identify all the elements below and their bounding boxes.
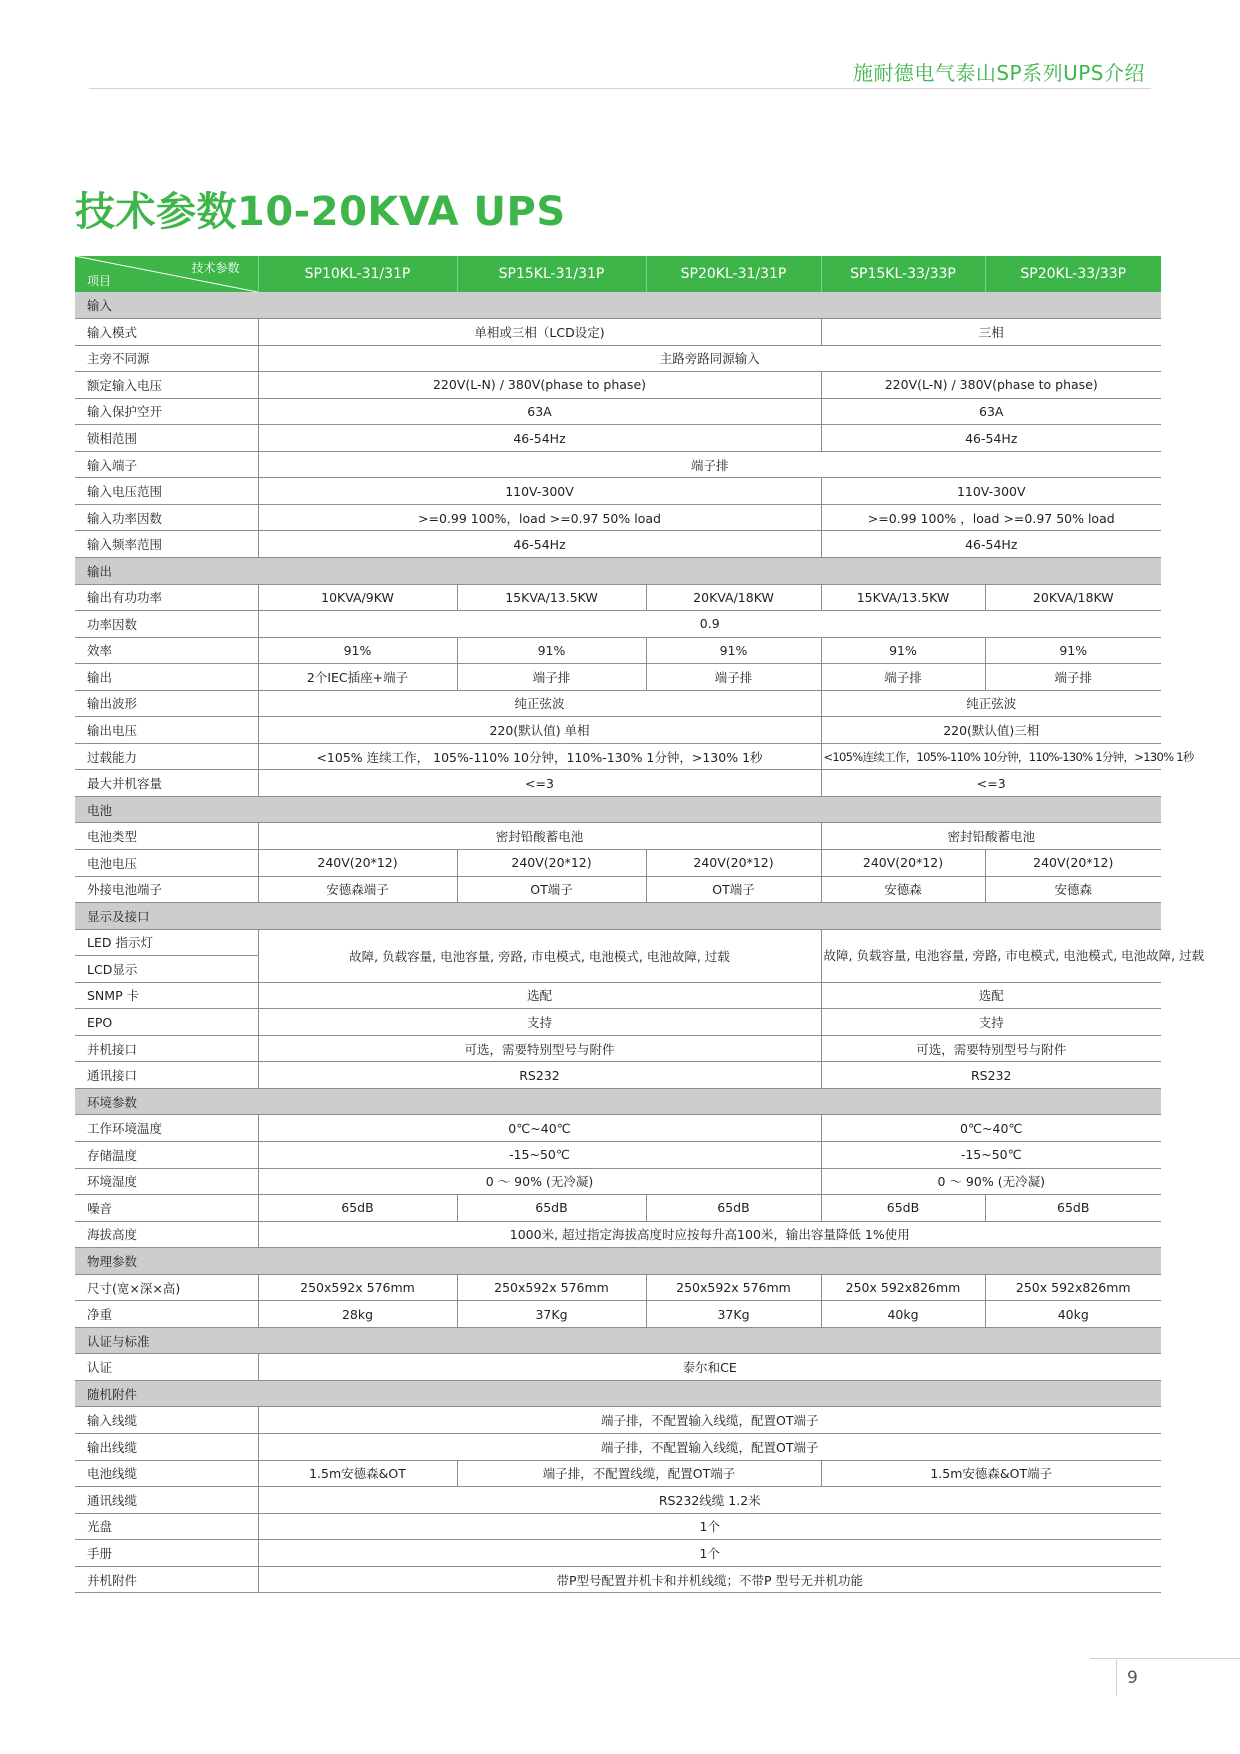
header-title: 施耐德电气泰山SP系列UPS介绍 bbox=[852, 61, 1145, 85]
cell-value: 密封铅酸蓄电池 bbox=[821, 823, 1161, 850]
table-row bbox=[75, 929, 1161, 956]
table-row bbox=[75, 531, 1161, 558]
cell-value: 支持 bbox=[821, 1009, 1161, 1036]
table-row bbox=[75, 398, 1161, 425]
cell-value: 40kg bbox=[821, 1301, 985, 1328]
cell-value: -15~50℃ bbox=[821, 1142, 1161, 1169]
row-label: 电池类型 bbox=[75, 823, 258, 850]
table-row bbox=[75, 664, 1161, 691]
cell-value: 选配 bbox=[258, 982, 821, 1009]
table-row bbox=[75, 1221, 1161, 1248]
row-label: 输入电压范围 bbox=[75, 478, 258, 505]
table-row bbox=[75, 743, 1161, 770]
cell-value: 240V(20*12) bbox=[457, 849, 646, 876]
table-row bbox=[75, 1540, 1161, 1567]
section-accessories: 随机附件 bbox=[75, 1380, 1161, 1407]
row-label: 认证 bbox=[75, 1354, 258, 1381]
footer-divider bbox=[1090, 1658, 1240, 1659]
section-row bbox=[75, 796, 1161, 823]
table-row bbox=[75, 1566, 1161, 1593]
row-label: 存储温度 bbox=[75, 1142, 258, 1169]
cell-value: 支持 bbox=[258, 1009, 821, 1036]
section-input: 输入 bbox=[75, 292, 1161, 319]
row-label: 并机附件 bbox=[75, 1566, 258, 1593]
row-label: 工作环境温度 bbox=[75, 1115, 258, 1142]
row-label: 输出有功功率 bbox=[75, 584, 258, 611]
table-row bbox=[75, 849, 1161, 876]
table-row bbox=[75, 1115, 1161, 1142]
section-row bbox=[75, 557, 1161, 584]
row-label: 输出电压 bbox=[75, 717, 258, 744]
cell-value: <=3 bbox=[821, 770, 1161, 797]
row-label: 通讯接口 bbox=[75, 1062, 258, 1089]
table-row bbox=[75, 1168, 1161, 1195]
cell-value: 三相 bbox=[821, 319, 1161, 346]
cell-value: 端子排 bbox=[646, 664, 821, 691]
cell-value: 端子排，不配置线缆，配置OT端子 bbox=[457, 1460, 821, 1487]
cell-value: 46-54Hz bbox=[821, 531, 1161, 558]
row-label: 输入线缆 bbox=[75, 1407, 258, 1434]
table-row bbox=[75, 1487, 1161, 1514]
row-label: 输入保护空开 bbox=[75, 398, 258, 425]
cell-value: 240V(20*12) bbox=[985, 849, 1161, 876]
table-row bbox=[75, 1354, 1161, 1381]
cell-value: <105%连续工作，105%-110% 10分钟，110%-130% 1分钟，>130% 1秒 bbox=[821, 743, 1161, 770]
table-row bbox=[75, 770, 1161, 797]
section-row bbox=[75, 292, 1161, 319]
cell-value: 91% bbox=[258, 637, 457, 664]
table-row bbox=[75, 451, 1161, 478]
cell-value: 65dB bbox=[258, 1195, 457, 1222]
row-label: 海拔高度 bbox=[75, 1221, 258, 1248]
cell-value: RS232 bbox=[258, 1062, 821, 1089]
cell-value: 安德森 bbox=[821, 876, 985, 903]
row-label: 手册 bbox=[75, 1540, 258, 1567]
table-row bbox=[75, 584, 1161, 611]
cell-value: 63A bbox=[258, 398, 821, 425]
cell-value: 端子排 bbox=[821, 664, 985, 691]
cell-value: 纯正弦波 bbox=[258, 690, 821, 717]
cell-value: 端子排 bbox=[985, 664, 1161, 691]
row-label: 锁相范围 bbox=[75, 425, 258, 452]
cell-value: 65dB bbox=[646, 1195, 821, 1222]
section-row bbox=[75, 1088, 1161, 1115]
cell-value: 1.5m安德森&OT bbox=[258, 1460, 457, 1487]
table-row bbox=[75, 1062, 1161, 1089]
table-row bbox=[75, 982, 1161, 1009]
row-label: SNMP 卡 bbox=[75, 982, 258, 1009]
table-row bbox=[75, 637, 1161, 664]
cell-value: 1.5m安德森&OT端子 bbox=[821, 1460, 1161, 1487]
section-row bbox=[75, 1327, 1161, 1354]
cell-value: 220(默认值)三相 bbox=[821, 717, 1161, 744]
row-label: EPO bbox=[75, 1009, 258, 1036]
model-header: SP15KL-33/33P bbox=[821, 256, 985, 292]
row-label: 输入模式 bbox=[75, 319, 258, 346]
table-row bbox=[75, 1513, 1161, 1540]
cell-value: 46-54Hz bbox=[258, 531, 821, 558]
cell-value: 37Kg bbox=[457, 1301, 646, 1328]
section-row bbox=[75, 1248, 1161, 1275]
section-row bbox=[75, 903, 1161, 930]
cell-value: 91% bbox=[985, 637, 1161, 664]
cell-value: 65dB bbox=[457, 1195, 646, 1222]
cell-value: RS232 bbox=[821, 1062, 1161, 1089]
corner-label-bottom: 项目 bbox=[87, 274, 112, 288]
corner-cell bbox=[75, 256, 258, 292]
cell-value: 240V(20*12) bbox=[821, 849, 985, 876]
cell-value: 可选，需要特别型号与附件 bbox=[258, 1035, 821, 1062]
row-label: 额定输入电压 bbox=[75, 372, 258, 399]
cell-value: 安德森 bbox=[985, 876, 1161, 903]
cell-value: 端子排 bbox=[457, 664, 646, 691]
cell-value: RS232线缆 1.2米 bbox=[258, 1487, 1161, 1514]
section-battery: 电池 bbox=[75, 796, 1161, 823]
cell-value: 65dB bbox=[821, 1195, 985, 1222]
row-label: 输入端子 bbox=[75, 451, 258, 478]
cell-value: OT端子 bbox=[646, 876, 821, 903]
table-row bbox=[75, 345, 1161, 372]
cell-value: 主路旁路同源输入 bbox=[258, 345, 1161, 372]
row-label: 电池电压 bbox=[75, 849, 258, 876]
cell-value: 91% bbox=[646, 637, 821, 664]
cell-value: 可选，需要特别型号与附件 bbox=[821, 1035, 1161, 1062]
cell-value: 1个 bbox=[258, 1540, 1161, 1567]
row-label: 输出线缆 bbox=[75, 1434, 258, 1461]
cell-value: 220(默认值) 单相 bbox=[258, 717, 821, 744]
cell-value: 46-54Hz bbox=[821, 425, 1161, 452]
footer-separator bbox=[1116, 1660, 1117, 1696]
header-divider bbox=[89, 88, 1151, 89]
cell-value: 46-54Hz bbox=[258, 425, 821, 452]
model-header: SP10KL-31/31P bbox=[258, 256, 457, 292]
section-certification: 认证与标准 bbox=[75, 1327, 1161, 1354]
table-row bbox=[75, 504, 1161, 531]
table-row bbox=[75, 372, 1161, 399]
section-environment: 环境参数 bbox=[75, 1088, 1161, 1115]
model-header: SP20KL-31/31P bbox=[646, 256, 821, 292]
cell-value: -15~50℃ bbox=[258, 1142, 821, 1169]
cell-value: 带P型号配置并机卡和并机线缆；不带P 型号无并机功能 bbox=[258, 1566, 1161, 1593]
row-label: 输出 bbox=[75, 664, 258, 691]
cell-value: 250x592x 576mm bbox=[457, 1274, 646, 1301]
row-label: 最大并机容量 bbox=[75, 770, 258, 797]
cell-value: 端子排 bbox=[258, 451, 1161, 478]
cell-value: 110V-300V bbox=[821, 478, 1161, 505]
row-label: 光盘 bbox=[75, 1513, 258, 1540]
cell-value: 63A bbox=[821, 398, 1161, 425]
cell-value: 2个IEC插座+端子 bbox=[258, 664, 457, 691]
cell-value: >=0.99 100% ，load >=0.97 50% load bbox=[821, 504, 1161, 531]
table-header-row bbox=[75, 256, 1161, 292]
cell-value: 220V(L-N) / 380V(phase to phase) bbox=[258, 372, 821, 399]
cell-value: 40kg bbox=[985, 1301, 1161, 1328]
cell-value: <=3 bbox=[258, 770, 821, 797]
cell-value: 0℃~40℃ bbox=[258, 1115, 821, 1142]
cell-value: >=0.99 100%，load >=0.97 50% load bbox=[258, 504, 821, 531]
cell-value: 端子排，不配置输入线缆，配置OT端子 bbox=[258, 1407, 1161, 1434]
row-label: 输入功率因数 bbox=[75, 504, 258, 531]
cell-value: 15KVA/13.5KW bbox=[821, 584, 985, 611]
cell-value: 91% bbox=[457, 637, 646, 664]
cell-value: <105% 连续工作， 105%-110% 10分钟，110%-130% 1分钟，>130% 1秒 bbox=[258, 743, 821, 770]
table-row bbox=[75, 823, 1161, 850]
table-row bbox=[75, 717, 1161, 744]
table-row bbox=[75, 690, 1161, 717]
row-label: 效率 bbox=[75, 637, 258, 664]
row-label: LED 指示灯 bbox=[75, 929, 258, 956]
cell-value: 65dB bbox=[985, 1195, 1161, 1222]
cell-value: 0 ～ 90% (无冷凝) bbox=[258, 1168, 821, 1195]
row-label: 输入频率范围 bbox=[75, 531, 258, 558]
table-row bbox=[75, 1142, 1161, 1169]
cell-value: 15KVA/13.5KW bbox=[457, 584, 646, 611]
row-label: 功率因数 bbox=[75, 611, 258, 638]
cell-value: 220V(L-N) / 380V(phase to phase) bbox=[821, 372, 1161, 399]
row-label: 主旁不同源 bbox=[75, 345, 258, 372]
cell-value: 1000米, 超过指定海拔高度时应按每升高100米，输出容量降低 1%使用 bbox=[258, 1221, 1161, 1248]
cell-value: 20KVA/18KW bbox=[646, 584, 821, 611]
cell-value: 1个 bbox=[258, 1513, 1161, 1540]
row-label: 尺寸(宽×深×高) bbox=[75, 1274, 258, 1301]
cell-value: 0℃~40℃ bbox=[821, 1115, 1161, 1142]
cell-value: 110V-300V bbox=[258, 478, 821, 505]
corner-label-top: 技术参数 bbox=[191, 261, 240, 275]
table-row bbox=[75, 1434, 1161, 1461]
cell-value: 20KVA/18KW bbox=[985, 584, 1161, 611]
cell-value: 泰尔和CE bbox=[258, 1354, 1161, 1381]
cell-value: 0 ～ 90% (无冷凝) bbox=[821, 1168, 1161, 1195]
table-row bbox=[75, 1460, 1161, 1487]
section-output: 输出 bbox=[75, 557, 1161, 584]
cell-value: 单相或三相（LCD设定) bbox=[258, 319, 821, 346]
row-label: 输出波形 bbox=[75, 690, 258, 717]
section-row bbox=[75, 1380, 1161, 1407]
row-label: 净重 bbox=[75, 1301, 258, 1328]
row-label: 通讯线缆 bbox=[75, 1487, 258, 1514]
spec-table bbox=[75, 256, 1205, 1593]
section-display: 显示及接口 bbox=[75, 903, 1161, 930]
cell-value: 91% bbox=[821, 637, 985, 664]
table-row bbox=[75, 611, 1161, 638]
page-title: 技术参数10-20KVA UPS bbox=[75, 189, 566, 235]
row-label: LCD显示 bbox=[75, 956, 258, 983]
cell-value: 37Kg bbox=[646, 1301, 821, 1328]
row-label: 环境湿度 bbox=[75, 1168, 258, 1195]
cell-value: 250x592x 576mm bbox=[646, 1274, 821, 1301]
table-row bbox=[75, 1301, 1161, 1328]
cell-value: 纯正弦波 bbox=[821, 690, 1161, 717]
cell-value: 故障, 负载容量, 电池容量, 旁路, 市电模式, 电池模式, 电池故障, 过载 bbox=[821, 929, 1161, 982]
row-label: 外接电池端子 bbox=[75, 876, 258, 903]
row-label: 噪音 bbox=[75, 1195, 258, 1222]
cell-value: 0.9 bbox=[258, 611, 1161, 638]
table-row bbox=[75, 319, 1161, 346]
cell-value: 密封铅酸蓄电池 bbox=[258, 823, 821, 850]
cell-value: 安德森端子 bbox=[258, 876, 457, 903]
table-row bbox=[75, 876, 1161, 903]
table-row bbox=[75, 425, 1161, 452]
table-row bbox=[75, 478, 1161, 505]
table-row bbox=[75, 1274, 1161, 1301]
cell-value: 250x 592x826mm bbox=[821, 1274, 985, 1301]
table-row bbox=[75, 1009, 1161, 1036]
table-row bbox=[75, 1407, 1161, 1434]
cell-value: 250x592x 576mm bbox=[258, 1274, 457, 1301]
table-row bbox=[75, 1035, 1161, 1062]
cell-value: 故障, 负载容量, 电池容量, 旁路, 市电模式, 电池模式, 电池故障, 过载 bbox=[258, 929, 821, 982]
row-label: 过载能力 bbox=[75, 743, 258, 770]
cell-value: OT端子 bbox=[457, 876, 646, 903]
section-physical: 物理参数 bbox=[75, 1248, 1161, 1275]
cell-value: 250x 592x826mm bbox=[985, 1274, 1161, 1301]
cell-value: 240V(20*12) bbox=[646, 849, 821, 876]
cell-value: 10KVA/9KW bbox=[258, 584, 457, 611]
table-row bbox=[75, 1195, 1161, 1222]
cell-value: 选配 bbox=[821, 982, 1161, 1009]
row-label: 电池线缆 bbox=[75, 1460, 258, 1487]
model-header: SP20KL-33/33P bbox=[985, 256, 1161, 292]
row-label: 并机接口 bbox=[75, 1035, 258, 1062]
page-number: 9 bbox=[1127, 1668, 1138, 1688]
model-header: SP15KL-31/31P bbox=[457, 256, 646, 292]
cell-value: 28kg bbox=[258, 1301, 457, 1328]
cell-value: 240V(20*12) bbox=[258, 849, 457, 876]
cell-value: 端子排，不配置输入线缆，配置OT端子 bbox=[258, 1434, 1161, 1461]
